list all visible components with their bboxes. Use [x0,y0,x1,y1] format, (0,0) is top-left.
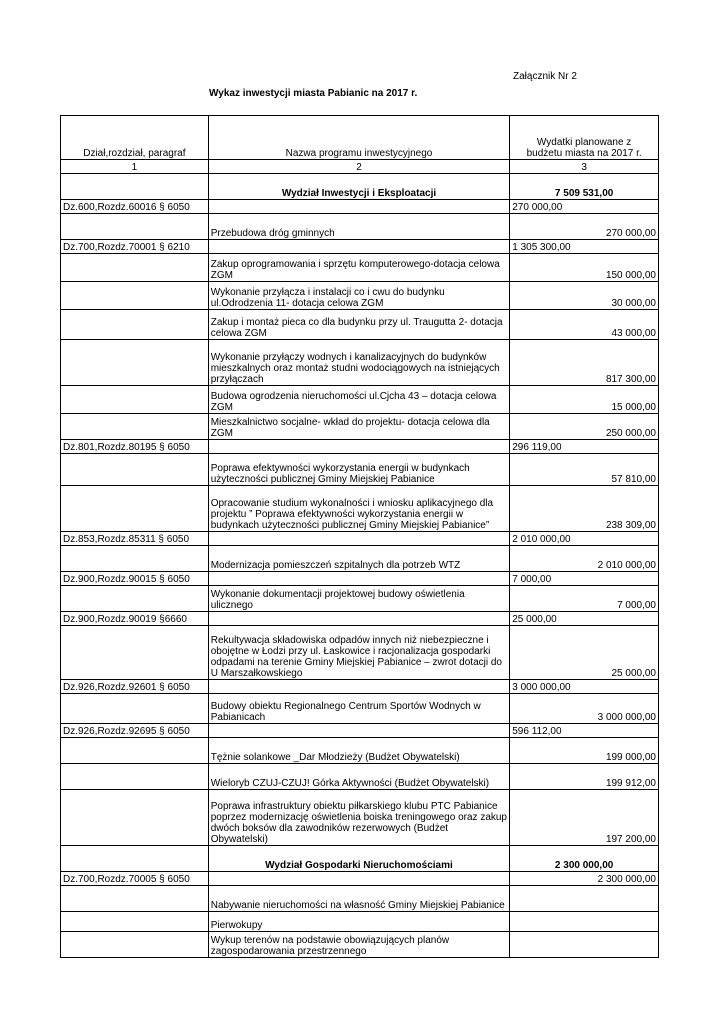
amount-cell: 1 305 300,00 [510,240,659,254]
program-name-cell: Wykup terenów na podstawie obowiązujących planów zagospodarowania przestrzennego [208,932,510,958]
investment-row [61,386,659,414]
program-name-cell: Przebudowa dróg gminnych [208,214,510,240]
program-name-cell: Mieszkalnictwo socjalne- wkład do projektu- dotacja celowa dla ZGM [208,414,510,440]
classification-cell [61,764,209,790]
classification-cell [61,486,209,532]
amount-cell: 199 912,00 [510,764,659,790]
classification-row [61,612,659,626]
classification-row [61,872,659,886]
investment-row [61,486,659,532]
program-name-cell [208,872,510,886]
program-name-cell [208,240,510,254]
classification-cell [61,886,209,912]
classification-cell [61,254,209,282]
amount-cell: 57 810,00 [510,454,659,486]
program-name-cell [208,532,510,546]
program-name-cell: Wykonanie przyłącza i instalacji co i cwu do budynku ul.Odrodzenia 11- dotacja celowa ZGM [208,282,510,310]
classification-row [61,532,659,546]
program-name-cell [208,612,510,626]
classification-cell: Dz.600,Rozdz.60016 § 6050 [61,200,209,214]
investment-row [61,790,659,846]
program-name-cell [208,724,510,738]
classification-cell [61,414,209,440]
amount-cell: 3 000 000,00 [510,680,659,694]
classification-cell: Dz.900,Rozdz.90019 §6660 [61,612,209,626]
classification-cell [61,340,209,386]
annex-label: Załącznik Nr 2 [513,71,577,82]
classification-cell [61,282,209,310]
investment-row [61,546,659,572]
column-number: 2 [208,160,510,174]
classification-cell [61,626,209,680]
classification-row [61,724,659,738]
investment-row [61,254,659,282]
program-name-cell: Zakup oprogramowania i sprzętu komputerowego-dotacja celowa ZGM [208,254,510,282]
table-header-row [61,116,659,160]
program-name-cell [208,440,510,454]
investment-row [61,932,659,958]
investment-row [61,738,659,764]
amount-cell: 238 309,00 [510,486,659,532]
classification-cell [61,738,209,764]
investment-row [61,310,659,340]
program-name-cell [208,572,510,586]
classification-cell: Dz.853,Rozdz.85311 § 6050 [61,532,209,546]
investment-row [61,454,659,486]
investment-row [61,414,659,440]
amount-cell: 43 000,00 [510,310,659,340]
classification-cell [61,932,209,958]
program-name-cell: Budowy obiektu Regionalnego Centrum Sportów Wodnych w Pabianicach [208,694,510,724]
investment-row [61,886,659,912]
amount-cell: 7 000,00 [510,572,659,586]
amount-cell: 596 112,00 [510,724,659,738]
amount-cell [510,932,659,958]
table-body [61,174,659,958]
classification-cell [61,912,209,932]
amount-cell: 7 509 531,00 [510,174,659,200]
classification-cell [61,454,209,486]
program-name-cell: Wykonanie przyłączy wodnych i kanalizacyjnych do budynków mieszkalnych oraz montaż studni wodociągowych na istniejących przyłączach [208,340,510,386]
header-amount-line1: Wydatki planowane z [536,137,632,148]
investment-row [61,912,659,932]
investment-row [61,586,659,612]
amount-cell: 3 000 000,00 [510,694,659,724]
program-name-cell: Zakup i montaż pieca co dla budynku przy ul. Traugutta 2- dotacja celowa ZGM [208,310,510,340]
amount-cell: 2 010 000,00 [510,532,659,546]
classification-cell: Dz.700,Rozdz.70001 § 6210 [61,240,209,254]
program-name-cell: Rekultywacja składowiska odpadów innych niż niebezpieczne i obojętne w Łodzi przy ul. Łaskowice i racjonalizacja gospodarki odpadami na terenie Gminy Miejskiej Pabianice – zwrot dotacji do U Marszałkowskiego [208,626,510,680]
program-name-cell: Wydział Inwestycji i Eksploatacji [208,174,510,200]
program-name-cell: Wieloryb CZUJ-CZUJ! Górka Aktywności (Budżet Obywatelski) [208,764,510,790]
investment-row [61,626,659,680]
header-col-amount [510,116,659,160]
program-name-cell [208,680,510,694]
amount-cell: 250 000,00 [510,414,659,440]
classification-row [61,440,659,454]
section-row [61,846,659,872]
amount-cell: 270 000,00 [510,214,659,240]
section-row [61,174,659,200]
header-amount-line2: budżetu miasta na 2017 r. [526,148,642,159]
program-name-cell: Modernizacja pomieszczeń szpitalnych dla potrzeb WTZ [208,546,510,572]
amount-cell: 199 000,00 [510,738,659,764]
program-name-cell: Nabywanie nieruchomości na własność Gminy Miejskiej Pabianice [208,886,510,912]
investment-row [61,282,659,310]
investment-row [61,764,659,790]
program-name-cell: Poprawa infrastruktury obiektu piłkarskiego klubu PTC Pabianice poprzez modernizację oświetlenia boiska treningowego oraz zakup dwóch boksów dla zawodników rezerwowych (Budżet Obywatelski) [208,790,510,846]
program-name-cell: Budowa ogrodzenia nieruchomości ul.Cjcha 43 – dotacja celowa ZGM [208,386,510,414]
amount-cell [510,886,659,912]
program-name-cell: Wydział Gospodarki Nieruchomościami [208,846,510,872]
classification-cell [61,846,209,872]
classification-row [61,680,659,694]
program-name-cell: Opracowanie studium wykonalności i wniosku aplikacyjnego dla projektu ” Poprawa efektywności wykorzystania energii w budynkach użyteczności publicznej Gminy Miejskiej Pabianice” [208,486,510,532]
investment-row [61,694,659,724]
column-number-row [61,160,659,174]
program-name-cell: Poprawa efektywności wykorzystania energii w budynkach użyteczności publicznej Gminy Miejskiej Pabianice [208,454,510,486]
amount-cell: 15 000,00 [510,386,659,414]
classification-cell [61,214,209,240]
classification-row [61,572,659,586]
amount-cell: 25 000,00 [510,612,659,626]
amount-cell: 7 000,00 [510,586,659,612]
amount-cell: 150 000,00 [510,254,659,282]
amount-cell: 2 300 000,00 [510,872,659,886]
amount-cell: 296 119,00 [510,440,659,454]
classification-cell: Dz.926,Rozdz.92601 § 6050 [61,680,209,694]
classification-cell [61,546,209,572]
document-title: Wykaz inwestycji miasta Pabianic na 2017 r. [209,88,418,99]
classification-cell: Dz.801,Rozdz.80195 § 6050 [61,440,209,454]
classification-cell [61,586,209,612]
classification-cell: Dz.900,Rozdz.90015 § 6050 [61,572,209,586]
column-number: 1 [61,160,209,174]
classification-row [61,240,659,254]
classification-cell: Dz.926,Rozdz.92695 § 6050 [61,724,209,738]
classification-row [61,200,659,214]
amount-cell: 817 300,00 [510,340,659,386]
investment-row [61,340,659,386]
program-name-cell: Pierwokupy [208,912,510,932]
amount-cell: 30 000,00 [510,282,659,310]
classification-cell [61,310,209,340]
program-name-cell [208,200,510,214]
amount-cell: 2 010 000,00 [510,546,659,572]
amount-cell: 2 300 000,00 [510,846,659,872]
classification-cell [61,790,209,846]
amount-cell: 197 200,00 [510,790,659,846]
header-col-code: Dział,rozdział, paragraf [61,116,209,160]
amount-cell [510,912,659,932]
amount-cell: 25 000,00 [510,626,659,680]
investment-row [61,214,659,240]
program-name-cell: Wykonanie dokumentacji projektowej budowy oświetlenia ulicznego [208,586,510,612]
program-name-cell: Tężnie solankowe _Dar Młodzieży (Budżet Obywatelski) [208,738,510,764]
header-col-name: Nazwa programu inwestycyjnego [208,116,510,160]
classification-cell [61,386,209,414]
classification-cell [61,694,209,724]
column-number: 3 [510,160,659,174]
investment-table [60,115,659,958]
classification-cell [61,174,209,200]
amount-cell: 270 000,00 [510,200,659,214]
classification-cell: Dz.700,Rozdz.70005 § 6050 [61,872,209,886]
